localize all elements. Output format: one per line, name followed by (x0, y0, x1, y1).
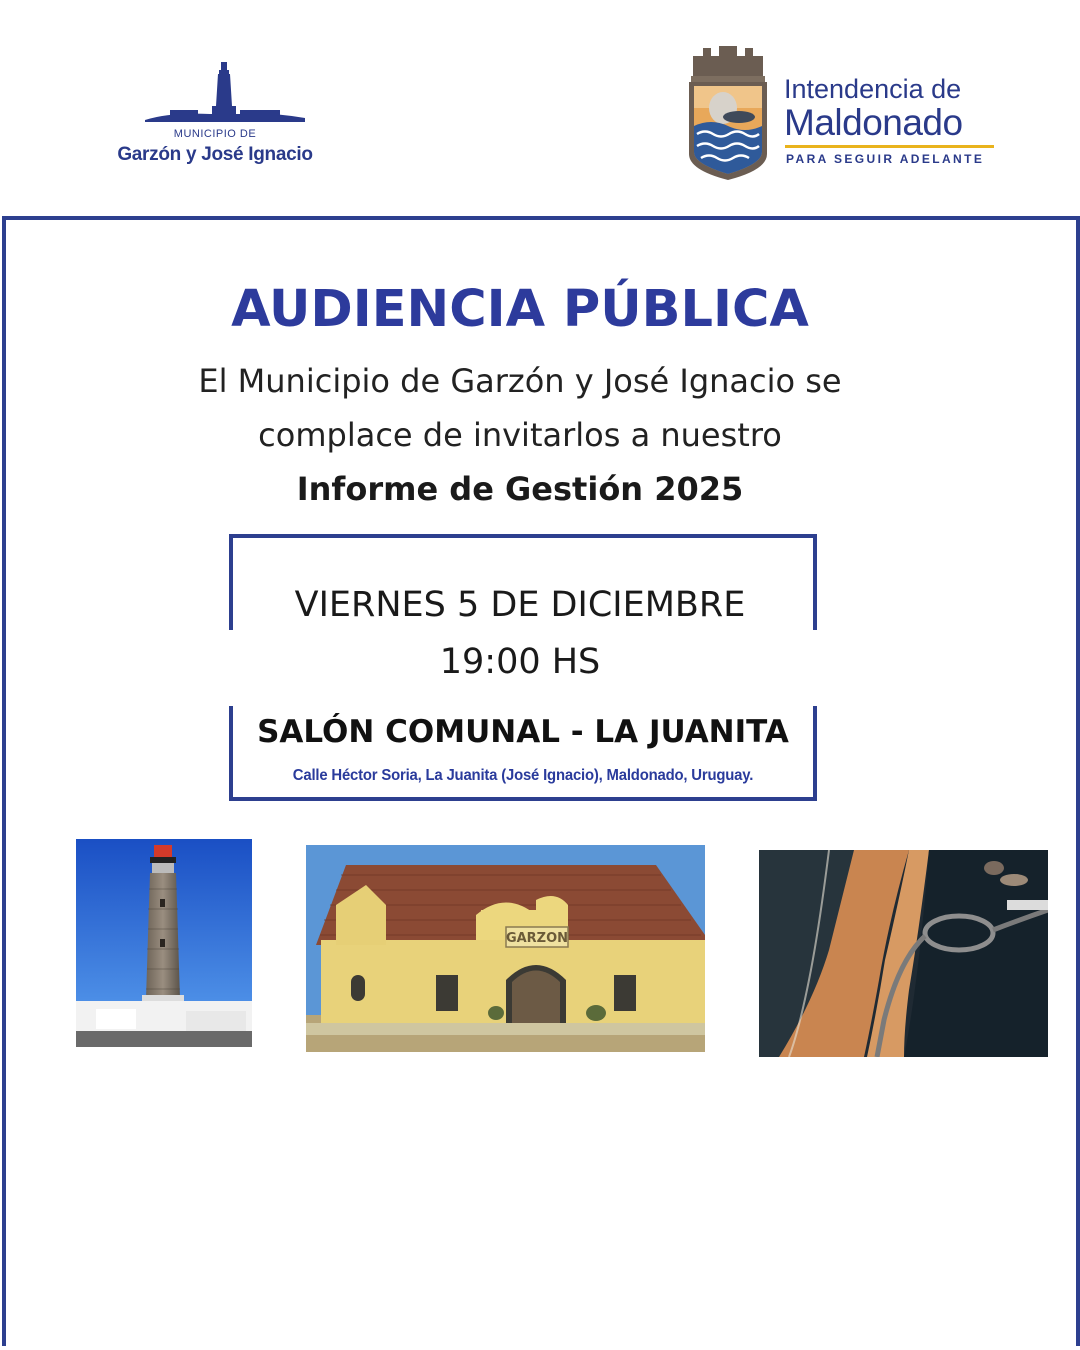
event-time: 19:00 HS (439, 642, 601, 682)
report-title: Informe de Gestión 2025 (296, 470, 744, 508)
municipio-logo (110, 58, 320, 173)
coat-of-arms-icon (683, 42, 773, 182)
gold-divider (785, 145, 994, 148)
station-photo (306, 845, 705, 1052)
intro-line-2: complace de invitarlos a nuestro (258, 416, 782, 454)
page-title: AUDIENCIA PÚBLICA (231, 280, 809, 339)
intro-line-1: El Municipio de Garzón y José Ignacio se (198, 362, 842, 400)
municipio-name: Garzón y José Ignacio (117, 144, 313, 165)
venue-name: SALÓN COMUNAL - LA JUANITA (257, 714, 789, 750)
event-date: VIERNES 5 DE DICIEMBRE (294, 585, 746, 625)
municipio-label: MUNICIPIO DE (173, 128, 257, 140)
lighthouse-photo (76, 839, 252, 1047)
intendencia-label: Intendencia de (784, 74, 962, 104)
bridge-aerial-photo (759, 850, 1048, 1057)
lighthouse-icon (110, 58, 320, 130)
garzon-sign-text: GARZON (505, 931, 569, 946)
tagline: PARA SEGUIR ADELANTE (786, 152, 985, 166)
intendencia-logo (683, 42, 1013, 182)
venue-address: Calle Héctor Soria, La Juanita (José Ignacio), Maldonado, Uruguay. (292, 767, 754, 784)
maldonado-label: Maldonado (784, 102, 963, 143)
